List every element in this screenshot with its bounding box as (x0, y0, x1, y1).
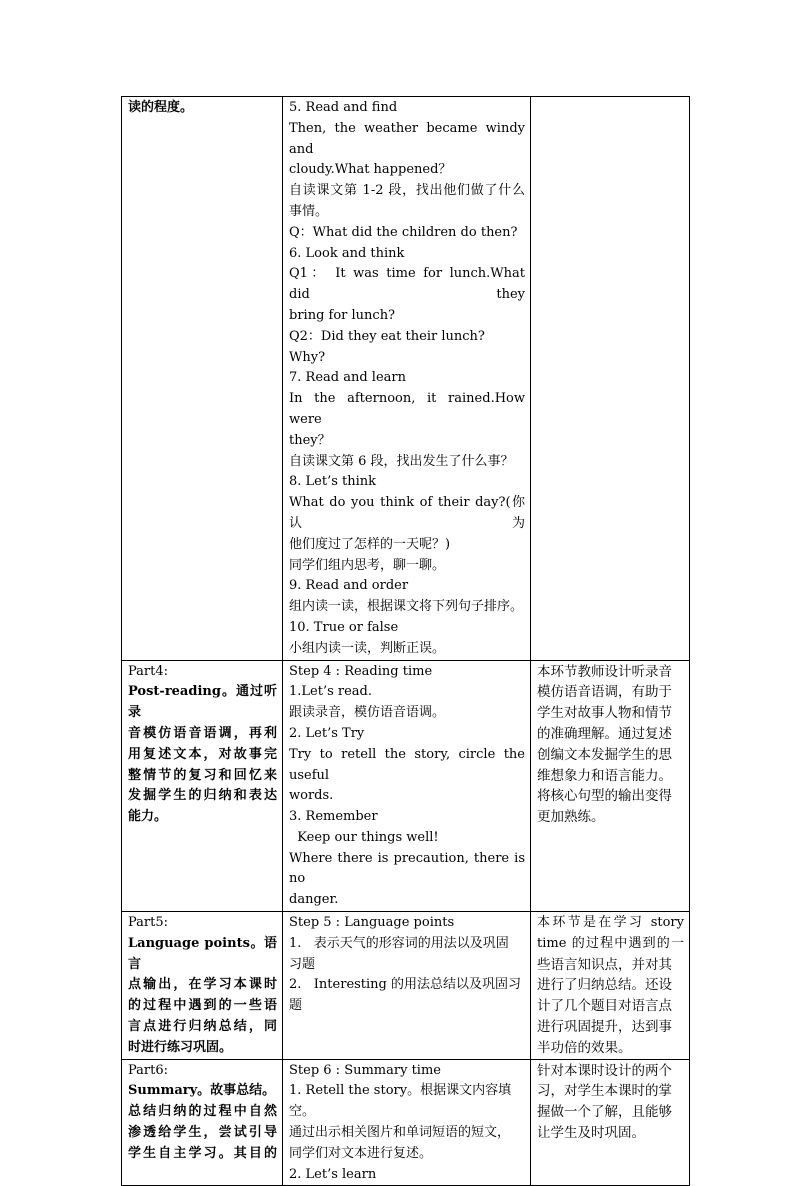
procedure-line: Q1： It was time for lunch.What did they (289, 266, 525, 303)
procedure-cell (283, 97, 531, 661)
procedure-line: cloudy.What happened？ (289, 162, 452, 178)
procedure-line: Step 5 : Language points (289, 915, 455, 931)
objective-line: Part5: (128, 915, 169, 931)
procedure-line: In the afternoon, it rained.How were (289, 391, 525, 427)
procedure-line: 2. Interesting 的用法总结以及巩固习 (289, 977, 522, 993)
procedure-line: 7. Read and learn (289, 370, 406, 386)
procedure-line: 习题 (289, 956, 316, 972)
intent-line: 学生对故事人物和情节 (537, 705, 672, 722)
objective-line: Part6: (128, 1062, 169, 1078)
intent-line: 半功倍的效果。 (537, 1039, 632, 1056)
objective-line: 用复述文本，对故事完 (128, 746, 277, 762)
intent-line: 将核心句型的输出变得 (537, 788, 672, 805)
procedure-line: Then, the weather became windy and (289, 120, 525, 157)
procedure-line: 组内读一读，根据课文将下列句子排序。 (289, 599, 524, 615)
objective-line: Part4: (128, 663, 169, 679)
procedure-line: 5. Read and find (289, 100, 398, 115)
intent-line: 模仿语音语调，有助于 (537, 684, 672, 701)
procedure-line: bring for lunch? (289, 307, 396, 323)
intent-line: 本环节教师设计听录音 (537, 663, 672, 680)
objective-line: 读的程度。 (128, 100, 194, 115)
procedure-line: What do you think of their day?(你认为 (289, 495, 525, 531)
procedure-line: 他们度过了怎样的一天呢？) (289, 536, 451, 552)
procedure-line: 3. Remember (289, 809, 378, 825)
procedure-line: Keep our things well! (289, 829, 439, 845)
procedure-line: 10. True or false (289, 619, 399, 635)
procedure-line: 事情。 (289, 203, 329, 219)
intent-line: 创编文本发掘学生的思 (537, 746, 672, 763)
objective-line: 时进行练习巩固。 (128, 1039, 233, 1055)
intent-line: 针对本课时设计的两个 (537, 1062, 672, 1079)
procedure-line: 题 (289, 998, 303, 1014)
procedure-line: 小组内读一读，判断正误。 (289, 640, 446, 656)
intent-line: 进行巩固提升，达到事 (537, 1019, 672, 1036)
objective-line: 渗透给学生，尝试引导 (128, 1125, 277, 1141)
objective-line: Summary。故事总结。 (128, 1083, 276, 1099)
intent-line: 本环节是在学习 story (537, 915, 684, 931)
procedure-line: 跟读录音，模仿语音语调。 (289, 705, 446, 721)
objective-line: Language points。语言 (128, 935, 277, 972)
procedure-cell (283, 660, 531, 912)
procedure-line: danger. (289, 892, 339, 908)
procedure-line: 同学们组内思考，聊一聊。 (289, 557, 446, 573)
procedure-line: Step 6 : Summary time (289, 1062, 441, 1078)
procedure-line: 9. Read and order (289, 578, 409, 594)
objective-line: 的过程中遇到的一些语 (128, 998, 277, 1014)
objective-line: Post-reading。通过听录 (128, 684, 277, 721)
objective-line: 发掘学生的归纳和表达 (128, 788, 277, 804)
intent-line: 握做一个了解，且能够 (537, 1104, 672, 1121)
intent-cell (531, 660, 690, 912)
procedure-line: words. (289, 788, 334, 804)
procedure-line: 1. Retell the story。根据课文内容填空。 (289, 1083, 512, 1120)
procedure-line: Q：What did the children do then? (289, 224, 518, 240)
objective-line: 点输出，在学习本课时 (128, 977, 277, 993)
lesson-plan-table (121, 96, 690, 1186)
procedure-line: 2. Let’s learn (289, 1166, 377, 1182)
procedure-line: 自读课文第 1-2 段，找出他们做了什么 (289, 183, 525, 199)
procedure-line: Try to retell the story, circle the useful (289, 746, 525, 783)
procedure-line: 1. 表示天气的形容词的用法以及巩固 (289, 935, 509, 951)
procedure-line: 6. Look and think (289, 245, 405, 261)
procedure-line: 自读课文第 6 段，找出发生了什么事？ (289, 453, 514, 469)
table-row-part5 (122, 912, 690, 1060)
objective-cell (122, 97, 283, 661)
objective-line: 学生自主学习。其目的 (128, 1145, 277, 1161)
objective-line: 音模仿语音语调，再利 (128, 725, 277, 741)
procedure-line: 8. Let’s think (289, 474, 377, 490)
intent-line: 让学生及时巩固。 (537, 1125, 645, 1142)
intent-line: 计了几个题目对语言点 (537, 998, 672, 1015)
intent-line: 习，对学生本课时的掌 (537, 1083, 672, 1100)
objective-line: 言点进行归纳总结，同 (128, 1019, 277, 1035)
table-row-reading-steps (122, 97, 690, 661)
intent-line: 些语言知识点，并对其 (537, 956, 672, 973)
procedure-cell (283, 912, 531, 1060)
objective-line: 总结归纳的过程中自然 (128, 1104, 277, 1120)
procedure-line: 1.Let’s read. (289, 684, 373, 700)
intent-cell (531, 97, 690, 661)
objective-line: 整情节的复习和回忆来 (128, 767, 277, 783)
procedure-line: Q2：Did they eat their lunch? Why? (289, 328, 485, 365)
procedure-line: Step 4 : Reading time (289, 663, 433, 679)
objective-cell (122, 660, 283, 912)
intent-line: time 的过程中遇到的一 (537, 935, 684, 951)
procedure-line: they？ (289, 432, 331, 448)
table-row-part4 (122, 660, 690, 912)
procedure-line: Where there is precaution, there is no (289, 850, 525, 887)
intent-line: 进行了归纳总结。还设 (537, 977, 672, 994)
objective-cell (122, 912, 283, 1060)
intent-line: 更加熟练。 (537, 809, 605, 826)
intent-line: 的准确理解。通过复述 (537, 725, 672, 742)
intent-line: 维想象力和语言能力。 (537, 767, 672, 784)
intent-cell (531, 912, 690, 1060)
objective-line: 能力。 (128, 809, 168, 825)
procedure-line: 同学们对文本进行复述。 (289, 1145, 433, 1161)
procedure-line: 2. Let’s Try (289, 725, 365, 741)
procedure-line: 通过出示相关图片和单词短语的短文， (289, 1125, 511, 1141)
